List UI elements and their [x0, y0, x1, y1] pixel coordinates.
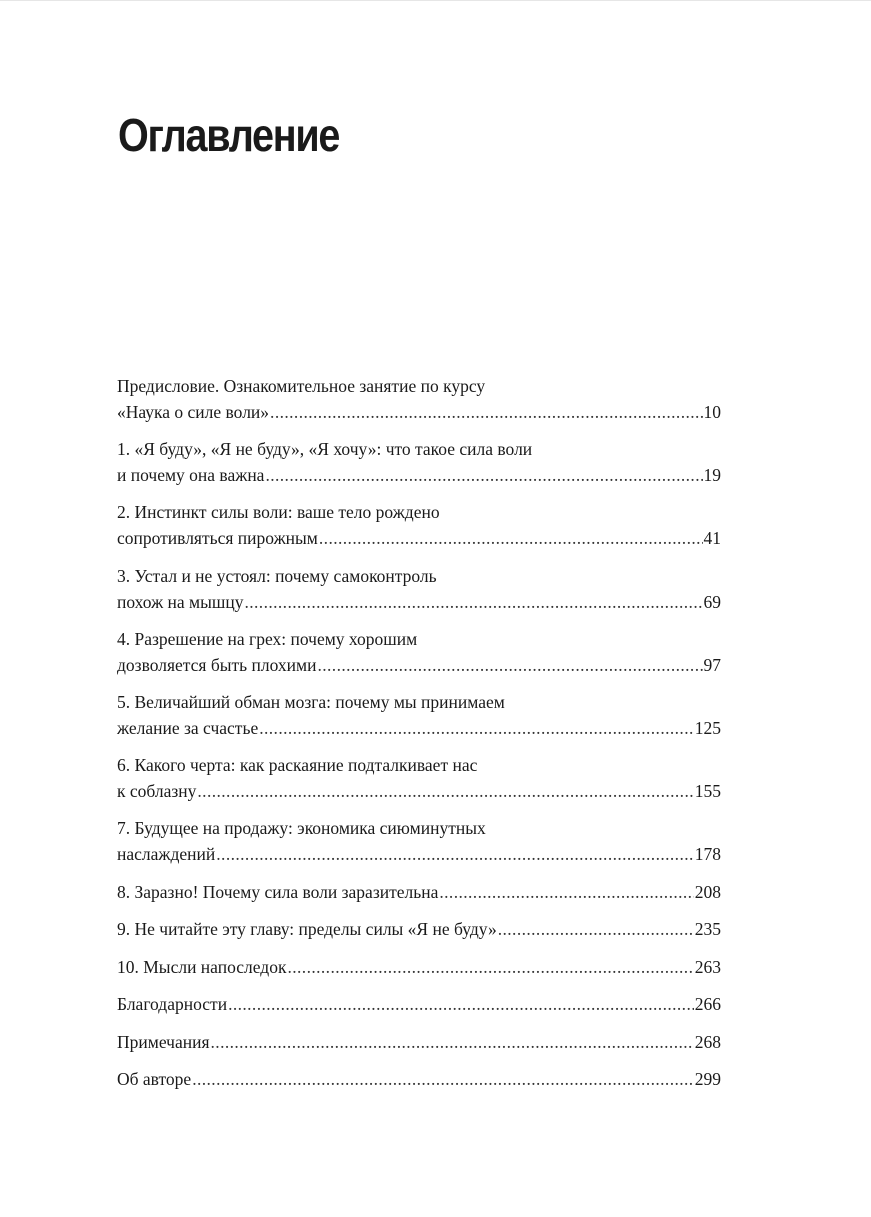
dot-leader: [498, 916, 694, 942]
toc-entry-title-line: 4. Разрешение на грех: почему хорошим: [117, 628, 418, 649]
toc-entry-title-line: 1. «Я буду», «Я не буду», «Я хочу»: что такое сила воли: [117, 439, 533, 460]
toc-entry-leader-line: [117, 916, 721, 942]
toc-entry-notes[interactable]: [117, 1029, 721, 1067]
toc-entry-leader-line: [117, 841, 721, 867]
toc-page-number: 208: [694, 881, 721, 902]
dot-leader: [211, 1029, 694, 1055]
dot-leader: [270, 399, 702, 425]
toc-page-number: 69: [703, 591, 721, 612]
toc-entry-chapter-6[interactable]: [117, 752, 721, 815]
dot-leader: [259, 715, 694, 741]
toc-entry-leader-line: [117, 954, 721, 980]
toc-page-number: 235: [694, 919, 721, 940]
toc-entry-chapter-3[interactable]: [117, 563, 721, 626]
top-edge-line: [0, 0, 871, 1]
toc-entry-leader-line: [117, 589, 721, 615]
toc-entry-leader-line: [117, 879, 721, 905]
toc-entry-leader-line: [117, 652, 721, 678]
toc-entry-title-line: 2. Инстинкт силы воли: ваше тело рождено: [117, 502, 440, 523]
toc-entry-title-line: 3. Устал и не устоял: почему самоконтроль: [117, 565, 437, 586]
toc-entry-title-line: 10. Мысли напоследок: [117, 956, 287, 977]
dot-leader: [197, 778, 693, 804]
toc-page-number: 10: [703, 402, 721, 422]
toc-entry-about-author[interactable]: [117, 1066, 721, 1104]
toc-entry-chapter-2[interactable]: [117, 499, 721, 562]
toc-entry-title-line: 5. Величайший обман мозга: почему мы принимаем: [117, 691, 505, 712]
toc-entry-title-line: Благодарности: [117, 994, 228, 1015]
toc-entry-title-line: похож на мышцу: [117, 591, 244, 612]
toc-entry-title-line: 8. Заразно! Почему сила воли заразительна: [117, 881, 439, 902]
toc-entry-title-line: сопротивляться пирожным: [117, 528, 318, 549]
toc-entry-leader-line: [117, 991, 721, 1017]
dot-leader: [216, 841, 693, 867]
toc-entry-title-line: к соблазну: [117, 781, 197, 802]
toc-entry-chapter-8[interactable]: [117, 879, 721, 917]
dot-leader: [287, 954, 693, 980]
dot-leader: [244, 589, 702, 615]
toc-entry-acknowledgements[interactable]: [117, 991, 721, 1029]
dot-leader: [319, 525, 703, 551]
toc-entry-chapter-1[interactable]: [117, 436, 721, 499]
dot-leader: [192, 1066, 694, 1092]
toc-entry-chapter-5[interactable]: [117, 689, 721, 752]
toc-entry-title-line: 7. Будущее на продажу: экономика сиюминутных: [117, 818, 486, 839]
toc-entry-title-line: 6. Какого черта: как раскаяние подталкивает нас: [117, 755, 478, 776]
toc-entry-title-line: Об авторе: [117, 1069, 192, 1090]
toc-entry-leader-line: [117, 778, 721, 804]
toc-entry-leader-line: [117, 399, 721, 425]
toc-entry-title-line: Предисловие. Ознакомительное занятие по курсу: [117, 376, 486, 396]
toc-entry-chapter-10[interactable]: [117, 954, 721, 992]
toc-entry-leader-line: [117, 1066, 721, 1092]
toc-page-number: 125: [694, 717, 721, 738]
toc-page-number: 178: [694, 844, 721, 865]
toc-entry-title-line: желание за счастье: [117, 717, 259, 738]
toc-entry-leader-line: [117, 462, 721, 488]
toc-page-number: 19: [703, 465, 721, 486]
toc-entry-leader-line: [117, 715, 721, 741]
dot-leader: [317, 652, 702, 678]
table-of-contents: [117, 373, 721, 1104]
toc-page-number: 41: [703, 528, 721, 549]
toc-entry-title-line: Примечания: [117, 1031, 210, 1052]
toc-entry-leader-line: [117, 525, 721, 551]
toc-entry-title-line: наслаждений: [117, 844, 216, 865]
toc-page-number: 97: [703, 654, 721, 675]
toc-entry-title-line: «Наука о силе воли»: [117, 402, 270, 422]
dot-leader: [439, 879, 693, 905]
toc-page-number: 266: [694, 994, 721, 1015]
dot-leader: [265, 462, 702, 488]
toc-page-number: 268: [694, 1031, 721, 1052]
toc-entry-title-line: и почему она важна: [117, 465, 265, 486]
toc-page-number: 155: [694, 781, 721, 802]
toc-entry-chapter-4[interactable]: [117, 626, 721, 689]
toc-entry-chapter-7[interactable]: [117, 815, 721, 878]
toc-entry-title-line: 9. Не читайте эту главу: пределы силы «Я не буду»: [117, 919, 497, 940]
page-title: Оглавление: [118, 109, 340, 161]
toc-entry-title-line: дозволяется быть плохими: [117, 654, 317, 675]
toc-page-number: 263: [694, 956, 721, 977]
toc-page-number: 299: [694, 1069, 721, 1090]
toc-entry-leader-line: [117, 1029, 721, 1055]
toc-entry-preface[interactable]: [117, 373, 721, 436]
dot-leader: [228, 991, 694, 1017]
toc-entry-chapter-9[interactable]: [117, 916, 721, 954]
